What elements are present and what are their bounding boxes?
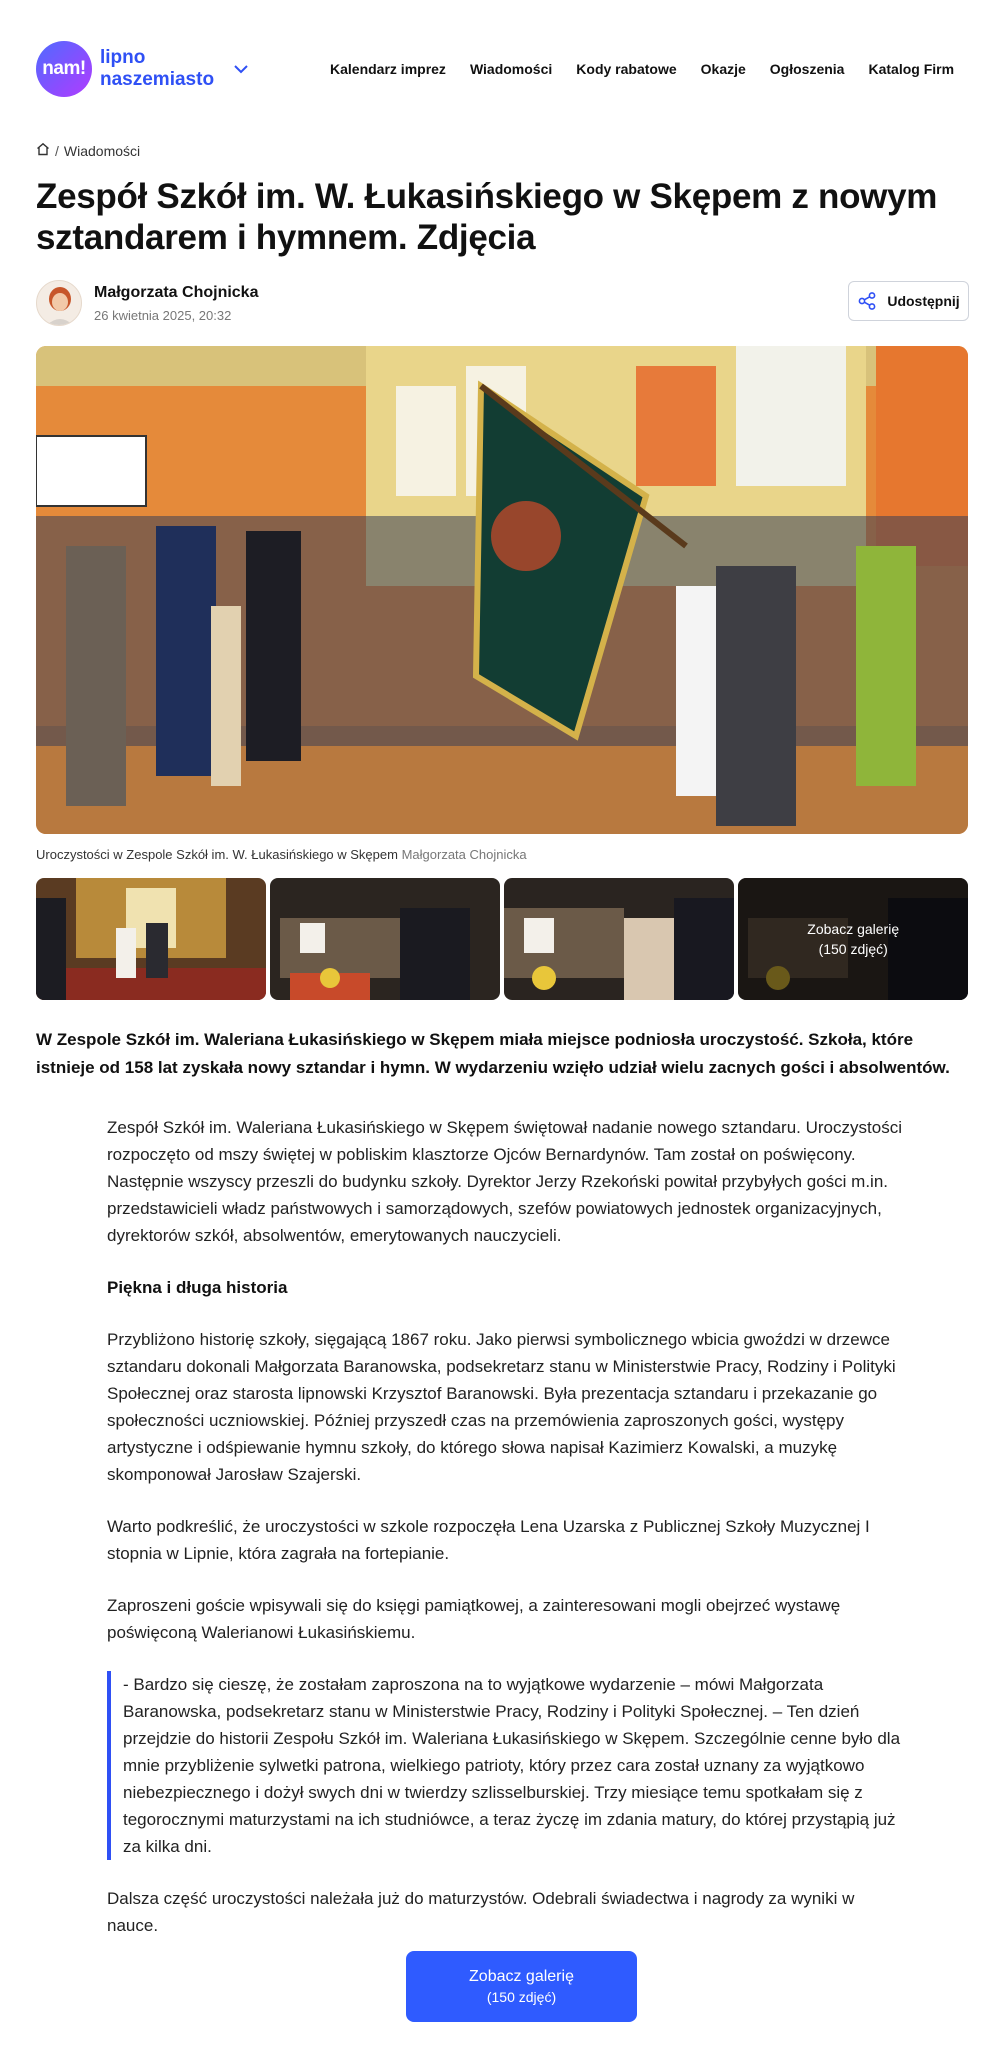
main-photo[interactable] <box>36 346 968 834</box>
nav-okazje[interactable]: Okazje <box>700 61 746 77</box>
nav-wiadomosci[interactable]: Wiadomości <box>469 61 553 77</box>
gallery-overlay <box>738 878 968 1000</box>
author-name[interactable]: Małgorzata Chojnicka <box>94 283 259 301</box>
home-icon[interactable] <box>36 142 50 159</box>
article-paragraph: Dalsza część uroczystości należała już do maturzystów. Odebrali świadectwa i nagrody za wyniki w nauce. <box>107 1889 855 1935</box>
gallery-overlay-title: Zobacz galerię <box>807 921 900 937</box>
share-button[interactable] <box>848 281 969 321</box>
share-label: Udostępnij <box>887 293 960 309</box>
nav-katalog-firm[interactable]: Katalog Firm <box>868 61 955 77</box>
article-paragraph: Warto podkreślić, że uroczystości w szkole rozpoczęła Lena Uzarska z Publicznej Szkoły Muzycznej I stopnia w Lipnie, która zagrała na fortepianie. <box>107 1517 870 1563</box>
article-paragraph: Przybliżono historię szkoły, sięgającą 1867 roku. Jako pierwsi symbolicznego wbicia gwoździ w drzewce sztandaru dokonali Małgorzata Baranowska, podsekretarz stanu w Ministerstwie Pracy, Rodziny i Polityki Społecznej oraz starosta lipnowski Krzysztof Baranowski. Była prezentacja sztandaru i przekazanie go społeczności uczniowskiej. Później przyszedł czas na przemówienia zaproszonych gości, występy artystyczne i odśpiewanie hymnu szkoły, do którego słowa napisał Kazimierz Kowalski, a muzykę skomponował Jarosław Szajerski. <box>107 1330 896 1484</box>
breadcrumb-section[interactable]: Wiadomości <box>63 142 141 159</box>
article-paragraph: Zaproszeni goście wpisywali się do księgi pamiątkowej, a zainteresowani mogli obejrzeć wystawę poświęconą Walerianowi Łukasińskiemu. <box>107 1596 841 1642</box>
nav-ogloszenia[interactable]: Ogłoszenia <box>769 61 845 77</box>
gallery-thumbnail[interactable] <box>36 878 266 1000</box>
nav-kalendarz-imprez[interactable]: Kalendarz imprez <box>330 61 446 77</box>
gallery-thumbnail-more[interactable] <box>738 878 968 1000</box>
gallery-thumbnail[interactable] <box>504 878 734 1000</box>
article-title: Zespół Szkół im. W. Łukasińskiego w Skępem z nowym sztandarem i hymnem. Zdjęcia <box>36 177 938 257</box>
site-logo[interactable] <box>36 41 214 97</box>
logo-badge: nam! <box>36 41 92 97</box>
gallery-thumbnail[interactable] <box>270 878 500 1000</box>
main-nav <box>330 40 978 98</box>
article-subheading: Piękna i długa historia <box>107 1278 288 1297</box>
article-body <box>107 1114 907 1964</box>
chevron-down-icon[interactable] <box>232 60 250 78</box>
author-info <box>94 284 258 323</box>
photo-caption <box>36 847 527 862</box>
article-paragraph: Zespół Szkół im. Waleriana Łukasińskiego w Skępem świętował nadanie nowego sztandaru. Uroczystości rozpoczęto od mszy świętej w pobliskim klasztorze Ojców Bernardynów. Tam został on poświęcony. Następnie wszyscy przeszli do budynku szkoły. Dyrektor Jerzy Rzekoński powitał przybyłych gości m.in. przedstawicieli władz państwowych i samorządowych, szefów powiatowych jednostek organizacyjnych, dyrektorów szkół, absolwentów, emerytowanych nauczycieli. <box>107 1118 902 1245</box>
publish-date: 26 kwietnia 2025, 20:32 <box>94 307 232 323</box>
gallery-button-count: (150 zdjęć) <box>486 1988 557 2005</box>
caption-text: Uroczystości w Zespole Szkół im. W. Łukasińskiego w Skępem <box>36 847 398 862</box>
site-header <box>36 40 964 98</box>
nav-kody-rabatowe[interactable]: Kody rabatowe <box>576 61 677 77</box>
gallery-thumbnails <box>36 878 968 1000</box>
breadcrumb <box>36 142 140 159</box>
view-gallery-button[interactable] <box>406 1951 637 2022</box>
caption-credit: Małgorzata Chojnicka <box>401 847 527 862</box>
article-quote: - Bardzo się cieszę, że zostałam zaproszona na to wyjątkowe wydarzenie – mówi Małgorzata Baranowska, podsekretarz stanu w Ministerstwie Pracy, Rodziny i Polityki Społecznej. – Ten dzień przejdzie do historii Zespołu Szkół im. Waleriana Łukasińskiego w Skępem. Szczególnie cenne było dla mnie przybliżenie sylwetki patrona, wielkiego patrioty, który przez cara został uznany za wyjątkowo niebezpiecznego i dożył swych dni w twierdzy szlisselburskiej. Trzy miesiące temu spotkałam się z tegorocznymi maturzystami na ich studniówce, a teraz życzę im zdania matury, do której przystąpią już za kilka dni. <box>107 1671 907 1860</box>
author-block <box>36 280 258 326</box>
share-icon <box>857 291 877 311</box>
logo-line-2: naszemiasto <box>100 69 215 90</box>
article-lead: W Zespole Szkół im. Waleriana Łukasińskiego w Skępem miała miejsce podniosła uroczystość. Szkoła, które istnieje od 158 lat zyskała nowy sztandar i hymn. W wydarzeniu wzięło udział wielu zacnych gości i absolwentów. <box>36 1030 950 1077</box>
breadcrumb-separator: / <box>55 142 59 159</box>
logo-line-1: lipno <box>100 47 146 68</box>
gallery-overlay-count: (150 zdjęć) <box>818 941 888 957</box>
avatar[interactable] <box>36 280 82 326</box>
gallery-button-label: Zobacz galerię <box>469 1967 574 1985</box>
logo-text <box>100 47 214 91</box>
